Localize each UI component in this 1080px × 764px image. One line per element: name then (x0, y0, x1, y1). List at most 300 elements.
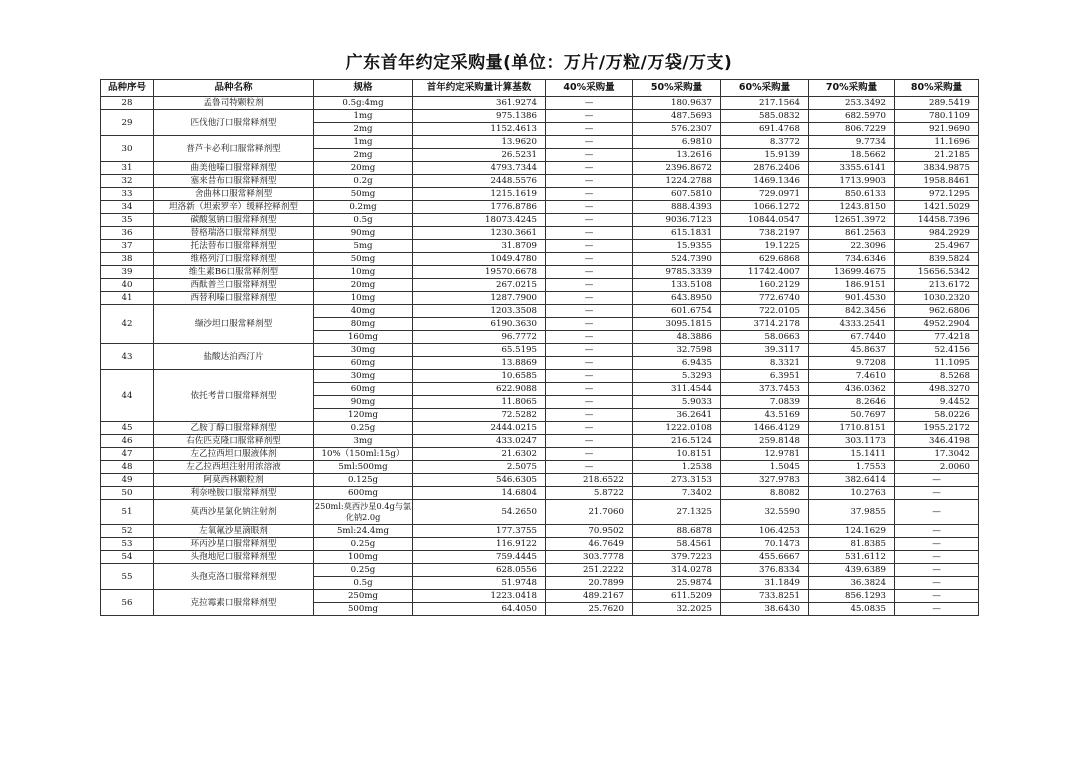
pct50-cell: 133.5108 (633, 279, 721, 292)
table-row (101, 97, 979, 110)
pct70-cell: 856.1293 (809, 590, 895, 603)
pct60-cell: 11742.4007 (721, 266, 809, 279)
base-cell: 267.0215 (413, 279, 546, 292)
pct60-cell: 3714.2178 (721, 318, 809, 331)
pct80-cell: 1030.2320 (895, 292, 979, 305)
pct60-cell: 58.0663 (721, 331, 809, 344)
spec-cell: 10%（150ml:15g） (314, 448, 413, 461)
pct80-cell: 289.5419 (895, 97, 979, 110)
spec-cell: 30mg (314, 344, 413, 357)
item-name-cell: 左氧氟沙星滴眼剂 (154, 525, 314, 538)
pct70-cell: 50.7697 (809, 409, 895, 422)
pct50-cell: 311.4544 (633, 383, 721, 396)
pct50-cell: 27.1325 (633, 500, 721, 525)
pct70-cell: 303.1173 (809, 435, 895, 448)
table-row (101, 253, 979, 266)
base-cell: 4793.7344 (413, 162, 546, 175)
pct50-cell: 2396.8672 (633, 162, 721, 175)
pct40-cell: 46.7649 (546, 538, 633, 551)
item-number-cell: 46 (101, 435, 154, 448)
item-name-cell: 头孢克洛口服常释剂型 (154, 564, 314, 590)
table-row (101, 525, 979, 538)
pct40-cell: — (546, 344, 633, 357)
pct60-cell: 217.1564 (721, 97, 809, 110)
base-cell: 51.9748 (413, 577, 546, 590)
pct80-cell: 11.1696 (895, 136, 979, 149)
pct60-cell: 15.9139 (721, 149, 809, 162)
spec-cell: 5ml:500mg (314, 461, 413, 474)
pct80-cell: 58.0226 (895, 409, 979, 422)
base-cell: 54.2650 (413, 500, 546, 525)
pct40-cell: — (546, 227, 633, 240)
item-name-cell: 克拉霉素口服常释剂型 (154, 590, 314, 616)
header-cell: 60%采购量 (721, 80, 809, 97)
document-title: 广东首年约定采购量(单位：万片/万粒/万袋/万支) (345, 53, 733, 73)
pct40-cell: — (546, 110, 633, 123)
item-number-cell: 48 (101, 461, 154, 474)
pct60-cell: 327.9783 (721, 474, 809, 487)
pct60-cell: 8.8082 (721, 487, 809, 500)
table-row (101, 474, 979, 487)
pct70-cell: 850.6133 (809, 188, 895, 201)
base-cell: 1230.3661 (413, 227, 546, 240)
header-cell: 品种序号 (101, 80, 154, 97)
pct60-cell: 259.8148 (721, 435, 809, 448)
pct70-cell: 9.7734 (809, 136, 895, 149)
base-cell: 1203.3508 (413, 305, 546, 318)
pct70-cell: 186.9151 (809, 279, 895, 292)
item-name-cell: 普芦卡必利口服常释剂型 (154, 136, 314, 162)
item-number-cell: 35 (101, 214, 154, 227)
pct80-cell: 8.5268 (895, 370, 979, 383)
base-cell: 628.0556 (413, 564, 546, 577)
pct60-cell: 691.4768 (721, 123, 809, 136)
pct70-cell: 7.4610 (809, 370, 895, 383)
pct70-cell: 682.5970 (809, 110, 895, 123)
header-cell: 首年约定采购量计算基数 (413, 80, 546, 97)
base-cell: 1223.0418 (413, 590, 546, 603)
table-row (101, 292, 979, 305)
item-number-cell: 56 (101, 590, 154, 616)
base-cell: 2448.5576 (413, 175, 546, 188)
pct40-cell: — (546, 448, 633, 461)
spec-cell: 10mg (314, 266, 413, 279)
pct50-cell: 314.0278 (633, 564, 721, 577)
item-name-cell: 西替利嗪口服常释剂型 (154, 292, 314, 305)
pct50-cell: 7.3402 (633, 487, 721, 500)
pct40-cell: 21.7060 (546, 500, 633, 525)
spec-cell: 30mg (314, 370, 413, 383)
pct60-cell: 19.1225 (721, 240, 809, 253)
pct80-cell: — (895, 551, 979, 564)
base-cell: 177.3755 (413, 525, 546, 538)
base-cell: 11.8065 (413, 396, 546, 409)
table-row (101, 448, 979, 461)
spec-cell: 0.2mg (314, 201, 413, 214)
spec-cell: 40mg (314, 305, 413, 318)
pct50-cell: 643.8950 (633, 292, 721, 305)
header-cell: 规格 (314, 80, 413, 97)
pct80-cell: 4952.2904 (895, 318, 979, 331)
base-cell: 2.5075 (413, 461, 546, 474)
item-number-cell: 45 (101, 422, 154, 435)
base-cell: 433.0247 (413, 435, 546, 448)
spec-cell: 20mg (314, 279, 413, 292)
pct60-cell: 455.6667 (721, 551, 809, 564)
pct80-cell: 972.1295 (895, 188, 979, 201)
table-row (101, 162, 979, 175)
table-row (101, 370, 979, 383)
pct40-cell: — (546, 175, 633, 188)
item-number-cell: 34 (101, 201, 154, 214)
item-name-cell: 右佐匹克隆口服常释剂型 (154, 435, 314, 448)
pct60-cell: 629.6868 (721, 253, 809, 266)
item-name-cell: 托法替布口服常释剂型 (154, 240, 314, 253)
pct60-cell: 12.9781 (721, 448, 809, 461)
pct50-cell: 888.4393 (633, 201, 721, 214)
pct70-cell: 37.9855 (809, 500, 895, 525)
base-cell: 31.8709 (413, 240, 546, 253)
spec-cell: 100mg (314, 551, 413, 564)
base-cell: 18073.4245 (413, 214, 546, 227)
item-number-cell: 47 (101, 448, 154, 461)
item-name-cell: 坦洛新（坦索罗辛）缓释控释剂型 (154, 201, 314, 214)
table-row (101, 214, 979, 227)
pct70-cell: 439.6389 (809, 564, 895, 577)
base-cell: 975.1386 (413, 110, 546, 123)
pct50-cell: 6.9810 (633, 136, 721, 149)
spec-cell: 0.5g:4mg (314, 97, 413, 110)
pct40-cell: — (546, 240, 633, 253)
table-row (101, 538, 979, 551)
table-row (101, 110, 979, 123)
pct60-cell: 376.8334 (721, 564, 809, 577)
pct60-cell: 70.1473 (721, 538, 809, 551)
spec-cell: 0.25g (314, 564, 413, 577)
pct40-cell: — (546, 292, 633, 305)
pct40-cell: — (546, 383, 633, 396)
pct80-cell: — (895, 577, 979, 590)
pct70-cell: 13699.4675 (809, 266, 895, 279)
pct70-cell: 4333.2541 (809, 318, 895, 331)
pct80-cell: — (895, 525, 979, 538)
pct70-cell: 861.2563 (809, 227, 895, 240)
pct80-cell: — (895, 564, 979, 577)
pct50-cell: 10.8151 (633, 448, 721, 461)
pct40-cell: — (546, 149, 633, 162)
base-cell: 1049.4780 (413, 253, 546, 266)
pct80-cell: 962.6806 (895, 305, 979, 318)
pct80-cell: — (895, 538, 979, 551)
pct40-cell: — (546, 201, 633, 214)
spec-cell: 90mg (314, 396, 413, 409)
pct60-cell: 1466.4129 (721, 422, 809, 435)
pct40-cell: — (546, 422, 633, 435)
base-cell: 1215.1619 (413, 188, 546, 201)
item-name-cell: 环丙沙星口服常释剂型 (154, 538, 314, 551)
pct80-cell: 213.6172 (895, 279, 979, 292)
spec-cell: 500mg (314, 603, 413, 616)
table-row (101, 266, 979, 279)
item-name-cell: 缬沙坦口服常释剂型 (154, 305, 314, 344)
item-number-cell: 29 (101, 110, 154, 136)
pct70-cell: 3355.6141 (809, 162, 895, 175)
pct60-cell: 39.3117 (721, 344, 809, 357)
pct50-cell: 487.5693 (633, 110, 721, 123)
item-name-cell: 维格列汀口服常释剂型 (154, 253, 314, 266)
pct50-cell: 611.5209 (633, 590, 721, 603)
spec-cell: 80mg (314, 318, 413, 331)
pct60-cell: 772.6740 (721, 292, 809, 305)
pct70-cell: 67.7440 (809, 331, 895, 344)
spec-cell: 0.125g (314, 474, 413, 487)
pct80-cell: 11.1095 (895, 357, 979, 370)
spec-cell: 0.5g (314, 577, 413, 590)
pct60-cell: 8.3772 (721, 136, 809, 149)
pct80-cell: 14458.7396 (895, 214, 979, 227)
base-cell: 361.9274 (413, 97, 546, 110)
base-cell: 72.5282 (413, 409, 546, 422)
pct60-cell: 38.6430 (721, 603, 809, 616)
item-name-cell: 维生素B6口服常释剂型 (154, 266, 314, 279)
pct80-cell: 780.1109 (895, 110, 979, 123)
item-name-cell: 盐酸达泊西汀片 (154, 344, 314, 370)
spec-cell: 250mg (314, 590, 413, 603)
table-row (101, 564, 979, 577)
spec-cell: 0.2g (314, 175, 413, 188)
pct80-cell: 2.0060 (895, 461, 979, 474)
pct80-cell: 1958.8461 (895, 175, 979, 188)
spec-cell: 120mg (314, 409, 413, 422)
item-name-cell: 莫西沙星氯化钠注射剂 (154, 500, 314, 525)
item-name-cell: 匹伐他汀口服常释剂型 (154, 110, 314, 136)
pct40-cell: — (546, 305, 633, 318)
pct70-cell: 124.1629 (809, 525, 895, 538)
spec-cell: 3mg (314, 435, 413, 448)
header-cell: 50%采购量 (633, 80, 721, 97)
item-number-cell: 28 (101, 97, 154, 110)
pct70-cell: 8.2646 (809, 396, 895, 409)
pct50-cell: 25.9874 (633, 577, 721, 590)
pct70-cell: 734.6346 (809, 253, 895, 266)
table-row (101, 175, 979, 188)
base-cell: 13.9620 (413, 136, 546, 149)
base-cell: 1152.4613 (413, 123, 546, 136)
table-body (101, 97, 979, 616)
item-number-cell: 37 (101, 240, 154, 253)
item-number-cell: 38 (101, 253, 154, 266)
pct70-cell: 9.7208 (809, 357, 895, 370)
pct40-cell: — (546, 461, 633, 474)
spec-cell: 50mg (314, 188, 413, 201)
pct40-cell: — (546, 435, 633, 448)
pct70-cell: 1.7553 (809, 461, 895, 474)
item-name-cell: 头孢地尼口服常释剂型 (154, 551, 314, 564)
spec-cell: 0.25g (314, 538, 413, 551)
pct40-cell: 218.6522 (546, 474, 633, 487)
pct50-cell: 607.5810 (633, 188, 721, 201)
base-cell: 64.4050 (413, 603, 546, 616)
item-number-cell: 55 (101, 564, 154, 590)
base-cell: 546.6305 (413, 474, 546, 487)
table-row (101, 487, 979, 500)
table-row (101, 344, 979, 357)
pct50-cell: 1.2538 (633, 461, 721, 474)
pct40-cell: — (546, 331, 633, 344)
pct50-cell: 32.7598 (633, 344, 721, 357)
pct40-cell: 303.7778 (546, 551, 633, 564)
item-number-cell: 41 (101, 292, 154, 305)
pct50-cell: 1224.2788 (633, 175, 721, 188)
pct50-cell: 5.3293 (633, 370, 721, 383)
pct80-cell: 25.4967 (895, 240, 979, 253)
pct50-cell: 9785.3339 (633, 266, 721, 279)
pct40-cell: 5.8722 (546, 487, 633, 500)
pct70-cell: 842.3456 (809, 305, 895, 318)
pct40-cell: — (546, 357, 633, 370)
pct60-cell: 738.2197 (721, 227, 809, 240)
table-row (101, 500, 979, 525)
pct70-cell: 1710.8151 (809, 422, 895, 435)
table-row (101, 551, 979, 564)
pct50-cell: 615.1831 (633, 227, 721, 240)
table-row (101, 461, 979, 474)
item-number-cell: 51 (101, 500, 154, 525)
pct50-cell: 88.6878 (633, 525, 721, 538)
pct60-cell: 1469.1346 (721, 175, 809, 188)
pct50-cell: 216.5124 (633, 435, 721, 448)
pct40-cell: — (546, 123, 633, 136)
pct50-cell: 36.2641 (633, 409, 721, 422)
pct60-cell: 373.7453 (721, 383, 809, 396)
pct50-cell: 48.3886 (633, 331, 721, 344)
spec-cell: 2mg (314, 149, 413, 162)
pct60-cell: 31.1849 (721, 577, 809, 590)
item-name-cell: 左乙拉西坦注射用浓溶液 (154, 461, 314, 474)
spec-cell: 50mg (314, 253, 413, 266)
pct50-cell: 6.9435 (633, 357, 721, 370)
base-cell: 19570.6678 (413, 266, 546, 279)
pct60-cell: 7.0839 (721, 396, 809, 409)
item-name-cell: 依托考昔口服常释剂型 (154, 370, 314, 422)
pct40-cell: — (546, 396, 633, 409)
base-cell: 622.9088 (413, 383, 546, 396)
item-name-cell: 西酞普兰口服常释剂型 (154, 279, 314, 292)
pct70-cell: 436.0362 (809, 383, 895, 396)
pct80-cell: 21.2185 (895, 149, 979, 162)
pct60-cell: 1066.1272 (721, 201, 809, 214)
pct70-cell: 1713.9903 (809, 175, 895, 188)
table-row (101, 305, 979, 318)
base-cell: 21.6302 (413, 448, 546, 461)
item-name-cell: 替格瑞洛口服常释剂型 (154, 227, 314, 240)
pct80-cell: 1955.2172 (895, 422, 979, 435)
pct50-cell: 58.4561 (633, 538, 721, 551)
pct40-cell: — (546, 188, 633, 201)
pct70-cell: 253.3492 (809, 97, 895, 110)
spec-cell: 10mg (314, 292, 413, 305)
pct80-cell: 839.5824 (895, 253, 979, 266)
pct70-cell: 45.8637 (809, 344, 895, 357)
pct70-cell: 10.2763 (809, 487, 895, 500)
pct60-cell: 32.5590 (721, 500, 809, 525)
pct50-cell: 379.7223 (633, 551, 721, 564)
pct60-cell: 160.2129 (721, 279, 809, 292)
item-number-cell: 32 (101, 175, 154, 188)
procurement-table (100, 79, 979, 616)
header-cell: 70%采购量 (809, 80, 895, 97)
spec-cell: 5ml:24.4mg (314, 525, 413, 538)
table-row (101, 201, 979, 214)
pct40-cell: — (546, 409, 633, 422)
table-row (101, 279, 979, 292)
item-number-cell: 40 (101, 279, 154, 292)
pct40-cell: — (546, 266, 633, 279)
item-number-cell: 53 (101, 538, 154, 551)
pct50-cell: 5.9033 (633, 396, 721, 409)
pct70-cell: 382.6414 (809, 474, 895, 487)
table-row (101, 227, 979, 240)
pct50-cell: 3095.1815 (633, 318, 721, 331)
pct80-cell: 52.4156 (895, 344, 979, 357)
item-name-cell: 左乙拉西坦口服液体剂 (154, 448, 314, 461)
pct50-cell: 273.3153 (633, 474, 721, 487)
header-cell: 40%采购量 (546, 80, 633, 97)
item-number-cell: 52 (101, 525, 154, 538)
pct70-cell: 18.5662 (809, 149, 895, 162)
pct40-cell: 20.7899 (546, 577, 633, 590)
pct60-cell: 10844.0547 (721, 214, 809, 227)
pct80-cell: — (895, 603, 979, 616)
base-cell: 26.5231 (413, 149, 546, 162)
table-row (101, 136, 979, 149)
pct60-cell: 2876.2406 (721, 162, 809, 175)
base-cell: 1776.8786 (413, 201, 546, 214)
pct70-cell: 81.8385 (809, 538, 895, 551)
pct80-cell: 15656.5342 (895, 266, 979, 279)
spec-cell: 90mg (314, 227, 413, 240)
item-name-cell: 利奈唑胺口服常释剂型 (154, 487, 314, 500)
pct50-cell: 1222.0108 (633, 422, 721, 435)
pct60-cell: 6.3951 (721, 370, 809, 383)
pct40-cell: — (546, 162, 633, 175)
pct60-cell: 729.0971 (721, 188, 809, 201)
pct80-cell: — (895, 487, 979, 500)
item-name-cell: 阿莫西林颗粒剂 (154, 474, 314, 487)
pct80-cell: 346.4198 (895, 435, 979, 448)
pct70-cell: 1243.8150 (809, 201, 895, 214)
pct80-cell: — (895, 500, 979, 525)
pct70-cell: 15.1411 (809, 448, 895, 461)
pct60-cell: 106.4253 (721, 525, 809, 538)
item-name-cell: 舍曲林口服常释剂型 (154, 188, 314, 201)
table-row (101, 435, 979, 448)
spec-cell: 600mg (314, 487, 413, 500)
spec-cell: 1mg (314, 136, 413, 149)
pct60-cell: 722.0105 (721, 305, 809, 318)
pct50-cell: 576.2307 (633, 123, 721, 136)
item-number-cell: 33 (101, 188, 154, 201)
item-number-cell: 50 (101, 487, 154, 500)
item-number-cell: 36 (101, 227, 154, 240)
item-number-cell: 44 (101, 370, 154, 422)
base-cell: 14.6804 (413, 487, 546, 500)
pct40-cell: — (546, 370, 633, 383)
base-cell: 6190.3630 (413, 318, 546, 331)
pct50-cell: 32.2025 (633, 603, 721, 616)
pct80-cell: 984.2929 (895, 227, 979, 240)
spec-cell: 20mg (314, 162, 413, 175)
